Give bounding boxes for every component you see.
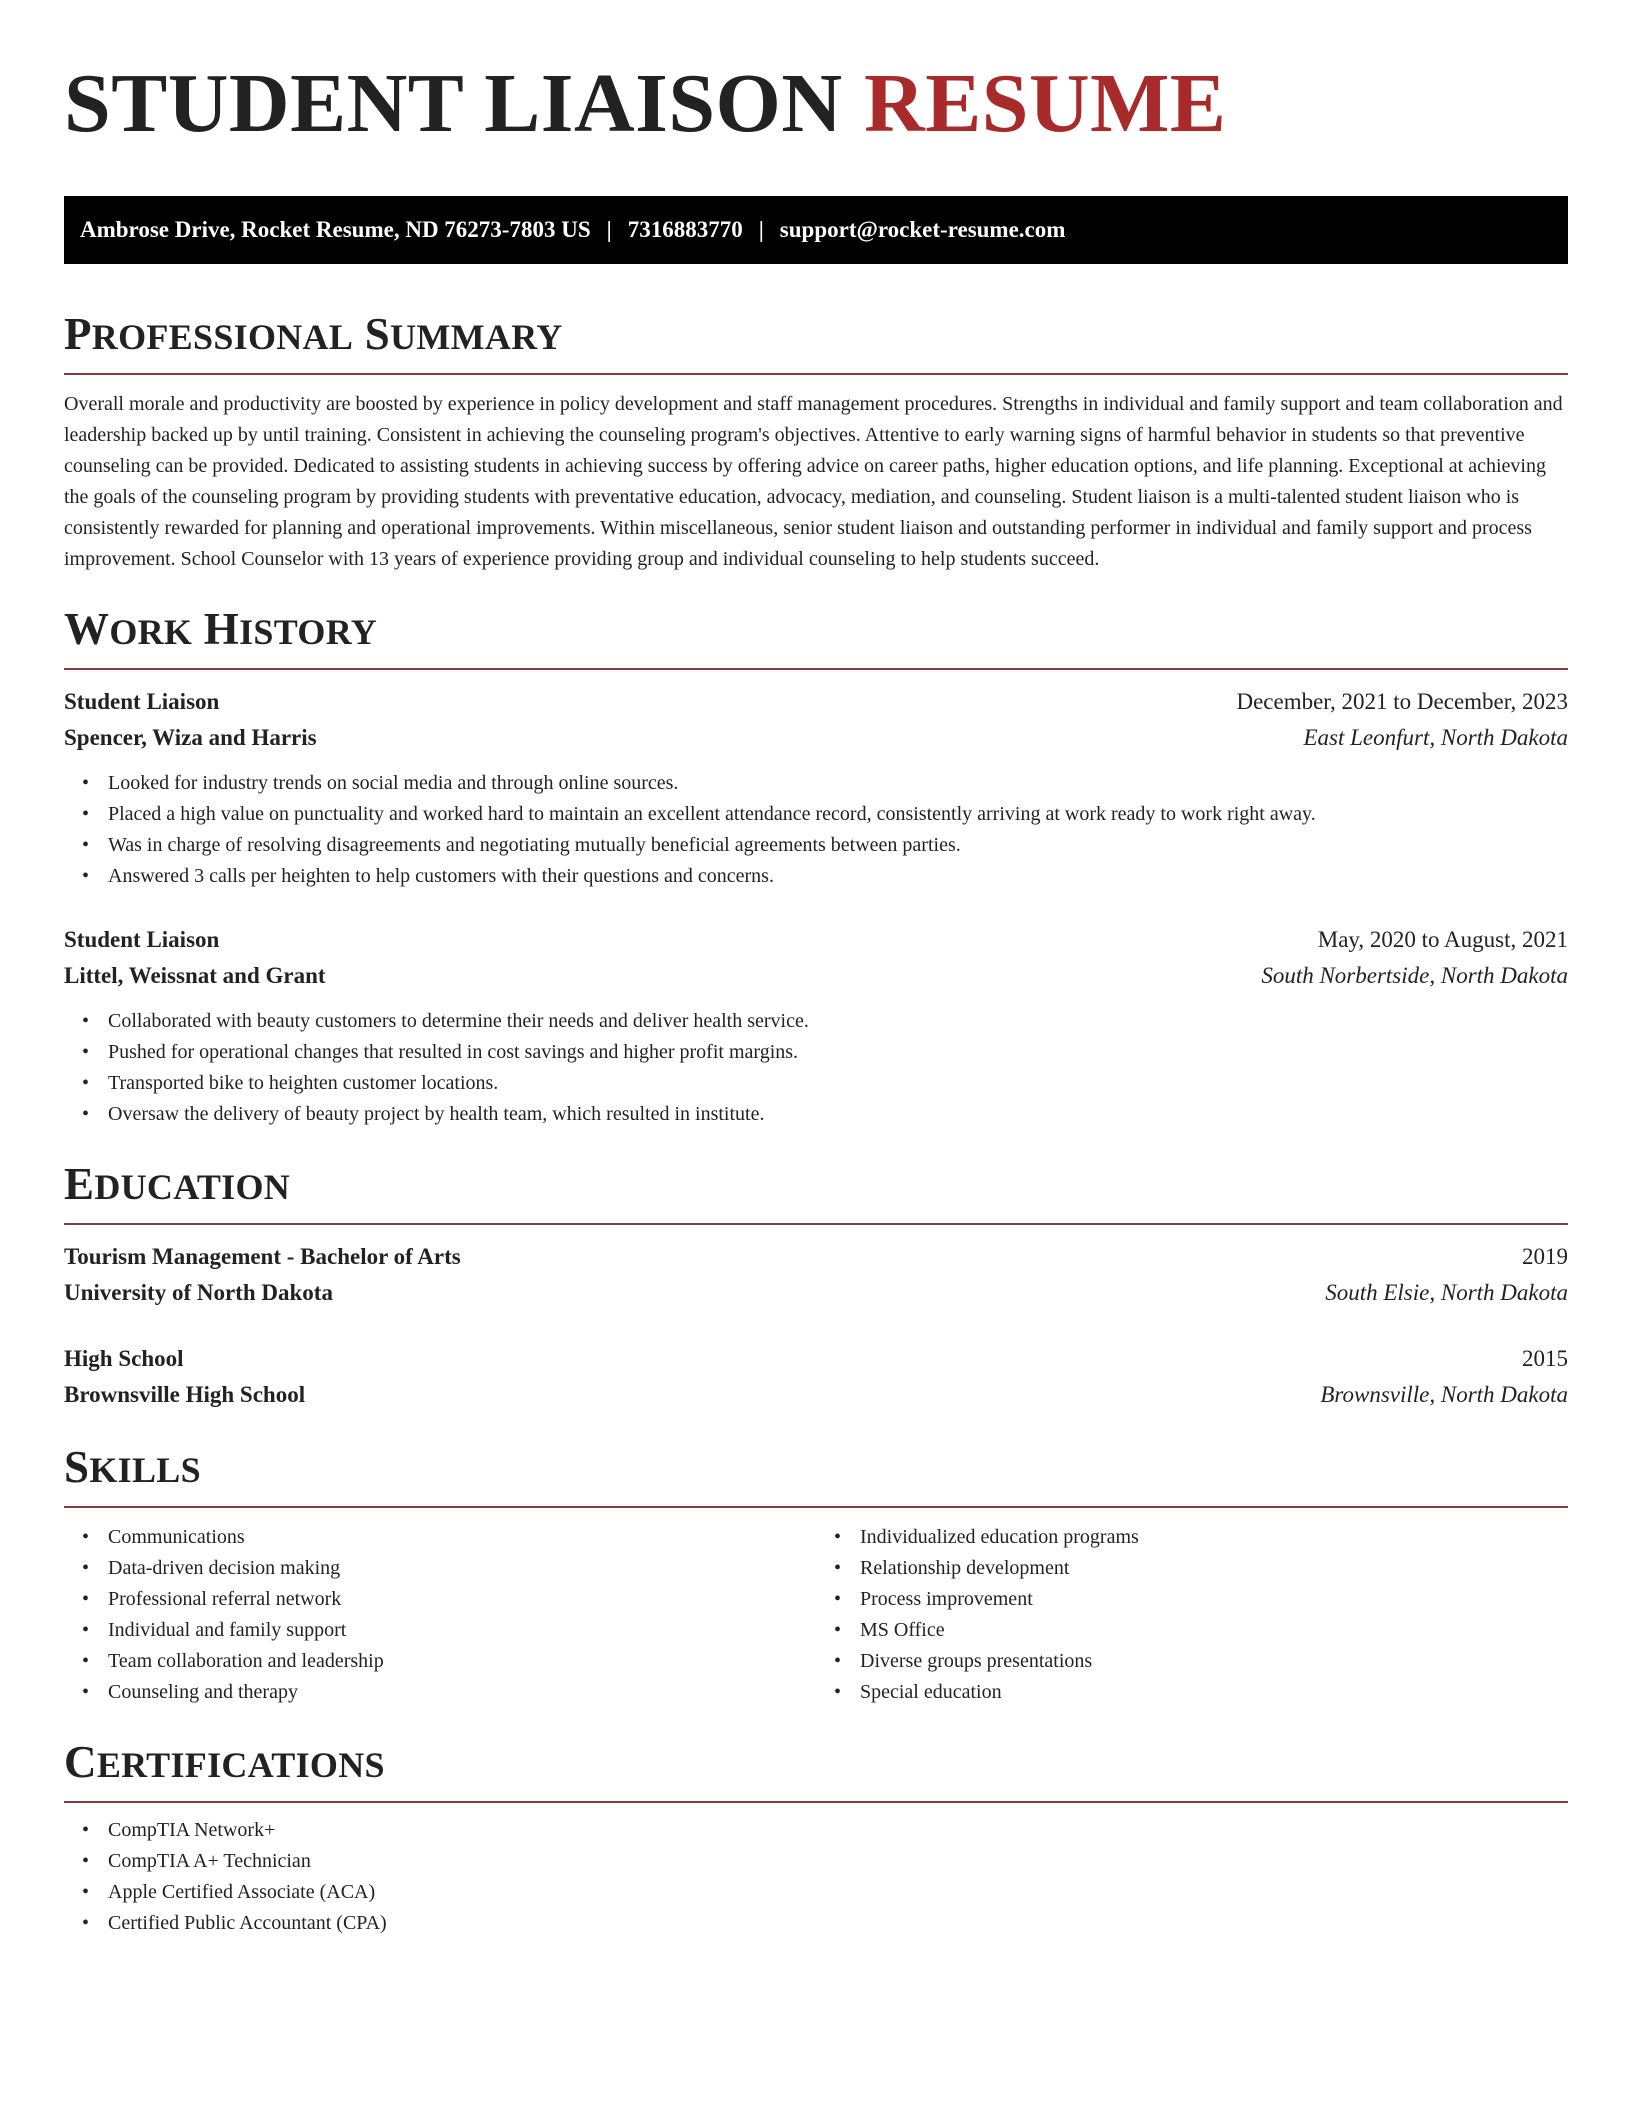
contact-email: support@rocket-resume.com xyxy=(779,217,1066,242)
list-item: • Apple Certified Associate (ACA) xyxy=(82,1877,1568,1908)
list-item: • Diverse groups presentations xyxy=(834,1646,1568,1677)
education-year: 2019 xyxy=(1522,1244,1568,1269)
title-main: STUDENT LIAISON xyxy=(64,57,843,150)
list-item: • Individual and family support xyxy=(82,1615,816,1646)
list-item: • Transported bike to heighten customer locations. xyxy=(82,1068,1568,1099)
education-location: Brownsville, North Dakota xyxy=(1320,1382,1568,1407)
summary-heading: PROFESSIONAL SUMMARY xyxy=(64,308,1568,375)
education-entry xyxy=(64,1239,1568,1311)
education-school: University of North Dakota xyxy=(64,1280,333,1305)
contact-bar xyxy=(64,196,1568,264)
list-item: • Communications xyxy=(82,1522,816,1553)
certifications-section xyxy=(64,1736,1568,1939)
education-section xyxy=(64,1158,1568,1413)
list-item: • Certified Public Accountant (CPA) xyxy=(82,1908,1568,1939)
list-item: • CompTIA A+ Technician xyxy=(82,1846,1568,1877)
work-history-section xyxy=(64,603,1568,1130)
contact-phone: 7316883770 xyxy=(627,217,743,242)
summary-text: Overall morale and productivity are boosted by experience in policy development and staff management procedures. Strengths in individual and family support and team collaboration and leadership backed up by until training. Consistent in achieving the counseling program's objectives. Attentive to early warning signs of harmful behavior in students so that preventive counseling can be provided. Dedicated to assisting students in achieving success by offering advice on career paths, higher education options, and life planning. Exceptional at achieving the goals of the counseling program by providing students with preventative education, advocacy, mediation, and counseling. Student liaison is a multi-talented student liaison who is consistently rewarded for planning and operational improvements. Within miscellaneous, senior student liaison and outstanding performer in individual and family support and process improvement. School Counselor with 13 years of experience providing group and individual counseling to help students succeed. xyxy=(64,393,1563,570)
education-year: 2015 xyxy=(1522,1346,1568,1371)
job-title: Student Liaison xyxy=(64,689,220,714)
education-degree: Tourism Management - Bachelor of Arts xyxy=(64,1244,461,1269)
education-degree: High School xyxy=(64,1346,184,1371)
skills-column-left xyxy=(64,1518,816,1708)
resume-title xyxy=(64,58,1568,150)
certifications-heading: CERTIFICATIONS xyxy=(64,1736,1568,1803)
job-bullets xyxy=(64,1006,1568,1130)
education-heading: EDUCATION xyxy=(64,1158,1568,1225)
job-location: South Norbertside, North Dakota xyxy=(1261,963,1568,988)
list-item: • MS Office xyxy=(834,1615,1568,1646)
list-item: • Professional referral network xyxy=(82,1584,816,1615)
job-dates: December, 2021 to December, 2023 xyxy=(1236,689,1568,714)
skills-columns xyxy=(64,1518,1568,1708)
list-item: • CompTIA Network+ xyxy=(82,1815,1568,1846)
certifications-list xyxy=(64,1815,1568,1939)
job-entry xyxy=(64,922,1568,1130)
list-item: • Collaborated with beauty customers to determine their needs and deliver health service. xyxy=(82,1006,1568,1037)
list-item: • Process improvement xyxy=(834,1584,1568,1615)
job-title: Student Liaison xyxy=(64,927,220,952)
education-entry xyxy=(64,1341,1568,1413)
list-item: • Counseling and therapy xyxy=(82,1677,816,1708)
education-location: South Elsie, North Dakota xyxy=(1325,1280,1568,1305)
list-item: • Relationship development xyxy=(834,1553,1568,1584)
skills-section xyxy=(64,1441,1568,1708)
job-company: Littel, Weissnat and Grant xyxy=(64,963,326,988)
list-item: • Special education xyxy=(834,1677,1568,1708)
job-entry xyxy=(64,684,1568,892)
list-item: • Was in charge of resolving disagreements and negotiating mutually beneficial agreements between parties. xyxy=(82,830,1568,861)
list-item: • Pushed for operational changes that resulted in cost savings and higher profit margins. xyxy=(82,1037,1568,1068)
list-item: • Data-driven decision making xyxy=(82,1553,816,1584)
contact-separator: | xyxy=(606,217,612,242)
job-dates: May, 2020 to August, 2021 xyxy=(1317,927,1568,952)
contact-address: Ambrose Drive, Rocket Resume, ND 76273-7803 US xyxy=(80,217,591,242)
skills-heading: SKILLS xyxy=(64,1441,1568,1508)
summary-section xyxy=(64,308,1568,575)
job-location: East Leonfurt, North Dakota xyxy=(1303,725,1568,750)
work-history-heading: WORK HISTORY xyxy=(64,603,1568,670)
list-item: • Team collaboration and leadership xyxy=(82,1646,816,1677)
list-item: • Placed a high value on punctuality and worked hard to maintain an excellent attendance record, consistently arriving at work ready to work right away. xyxy=(82,799,1568,830)
skills-column-right xyxy=(816,1518,1568,1708)
list-item: • Individualized education programs xyxy=(834,1522,1568,1553)
list-item: • Oversaw the delivery of beauty project by health team, which resulted in institute. xyxy=(82,1099,1568,1130)
list-item: • Looked for industry trends on social media and through online sources. xyxy=(82,768,1568,799)
job-bullets xyxy=(64,768,1568,892)
job-company: Spencer, Wiza and Harris xyxy=(64,725,317,750)
title-accent: RESUME xyxy=(864,57,1227,150)
education-school: Brownsville High School xyxy=(64,1382,306,1407)
list-item: • Answered 3 calls per heighten to help customers with their questions and concerns. xyxy=(82,861,1568,892)
contact-separator: | xyxy=(758,217,764,242)
